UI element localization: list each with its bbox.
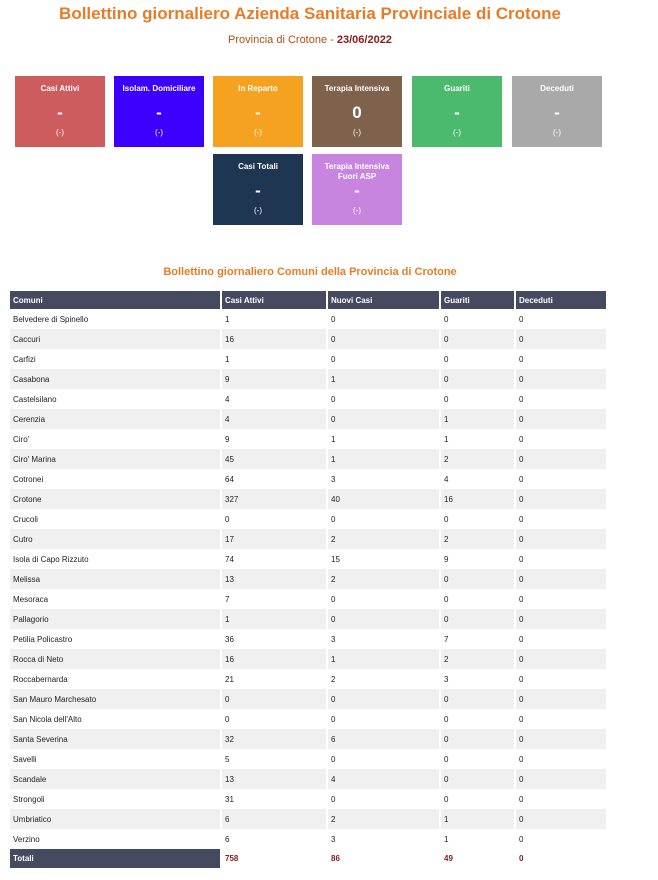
cell-casi-attivi: 6 — [221, 829, 327, 849]
cell-deceduti: 0 — [515, 589, 607, 609]
summary-card — [412, 76, 502, 147]
cell-comune: Ciro' Marina — [10, 449, 221, 469]
cell-nuovi-casi: 0 — [327, 329, 440, 349]
table-row — [10, 809, 607, 829]
card-title: Terapia Intensiva Fuori ASP — [324, 162, 390, 181]
card-value: - — [255, 103, 261, 122]
cell-casi-attivi: 13 — [221, 769, 327, 789]
cell-nuovi-casi: 0 — [327, 749, 440, 769]
cell-deceduti: 0 — [515, 469, 607, 489]
totals-label: Totali — [10, 849, 221, 868]
cell-guariti: 0 — [440, 769, 515, 789]
cell-nuovi-casi: 1 — [327, 369, 440, 389]
cell-comune: Roccabernarda — [10, 669, 221, 689]
cell-guariti: 1 — [440, 829, 515, 849]
cell-guariti: 0 — [440, 349, 515, 369]
summary-card — [213, 76, 303, 147]
card-delta: (-) — [254, 206, 262, 215]
cell-guariti: 0 — [440, 729, 515, 749]
cell-comune: Cerenzia — [10, 409, 221, 429]
cell-comune: Strongoli — [10, 789, 221, 809]
cell-casi-attivi: 45 — [221, 449, 327, 469]
table-row — [10, 469, 607, 489]
card-title: Terapia Intensiva — [324, 84, 390, 93]
cell-guariti: 7 — [440, 629, 515, 649]
bulletin-date: 23/06/2022 — [336, 34, 392, 46]
cell-comune: Verzino — [10, 829, 221, 849]
cell-nuovi-casi: 40 — [327, 489, 440, 509]
cell-comune: Savelli — [10, 749, 221, 769]
cell-casi-attivi: 16 — [221, 649, 327, 669]
page-title: Bollettino giornaliero Azienda Sanitaria Provinciale di Crotone — [59, 4, 561, 23]
table-row — [10, 649, 607, 669]
cell-casi-attivi: 13 — [221, 569, 327, 589]
cell-deceduti: 0 — [515, 609, 607, 629]
cell-nuovi-casi: 4 — [327, 769, 440, 789]
summary-card — [512, 76, 602, 147]
cell-nuovi-casi: 1 — [327, 429, 440, 449]
card-delta: (-) — [155, 128, 163, 137]
cell-comune: Pallagorio — [10, 609, 221, 629]
cell-deceduti: 0 — [515, 569, 607, 589]
cell-casi-attivi: 0 — [221, 709, 327, 729]
cell-comune: Casabona — [10, 369, 221, 389]
cell-casi-attivi: 16 — [221, 329, 327, 349]
cell-nuovi-casi: 0 — [327, 509, 440, 529]
card-title: Isolam. Domiciliare — [122, 84, 196, 93]
table-row — [10, 829, 607, 849]
cell-deceduti: 0 — [515, 369, 607, 389]
cell-nuovi-casi: 6 — [327, 729, 440, 749]
cell-guariti: 0 — [440, 369, 515, 389]
cell-comune: Castelsilano — [10, 389, 221, 409]
cell-casi-attivi: 32 — [221, 729, 327, 749]
cell-comune: Ciro' — [10, 429, 221, 449]
summary-card — [15, 76, 105, 147]
summary-card — [312, 154, 402, 225]
cell-comune: Cutro — [10, 529, 221, 549]
cell-casi-attivi: 327 — [221, 489, 327, 509]
cell-nuovi-casi: 1 — [327, 449, 440, 469]
cell-guariti: 0 — [440, 389, 515, 409]
cell-deceduti: 0 — [515, 789, 607, 809]
card-value: - — [156, 103, 162, 122]
cell-guariti: 2 — [440, 529, 515, 549]
card-delta: (-) — [453, 128, 461, 137]
table-row — [10, 509, 607, 529]
cell-deceduti: 0 — [515, 489, 607, 509]
summary-card — [213, 154, 303, 225]
card-value: - — [57, 103, 63, 122]
cell-deceduti: 0 — [515, 829, 607, 849]
table-row — [10, 349, 607, 369]
cell-casi-attivi: 74 — [221, 549, 327, 569]
cell-guariti: 0 — [440, 609, 515, 629]
page-subtitle — [0, 34, 620, 46]
cell-comune: Crotone — [10, 489, 221, 509]
table-row — [10, 609, 607, 629]
cell-casi-attivi: 1 — [221, 309, 327, 329]
comuni-table — [10, 291, 608, 868]
cell-deceduti: 0 — [515, 509, 607, 529]
cell-nuovi-casi: 0 — [327, 349, 440, 369]
cell-comune: Mesoraca — [10, 589, 221, 609]
cell-nuovi-casi: 0 — [327, 789, 440, 809]
cell-casi-attivi: 7 — [221, 589, 327, 609]
cell-comune: Santa Severina — [10, 729, 221, 749]
cell-comune: Carfizi — [10, 349, 221, 369]
cell-deceduti: 0 — [515, 749, 607, 769]
cell-comune: Umbriatico — [10, 809, 221, 829]
cell-deceduti: 0 — [515, 449, 607, 469]
cell-casi-attivi: 4 — [221, 409, 327, 429]
table-row — [10, 749, 607, 769]
cell-guariti: 3 — [440, 669, 515, 689]
cell-guariti: 0 — [440, 329, 515, 349]
summary-card — [312, 76, 402, 147]
cell-deceduti: 0 — [515, 629, 607, 649]
table-row — [10, 729, 607, 749]
cell-casi-attivi: 9 — [221, 429, 327, 449]
cell-nuovi-casi: 0 — [327, 589, 440, 609]
table-row — [10, 569, 607, 589]
card-title: Guariti — [444, 84, 470, 93]
card-title: In Reparto — [238, 84, 278, 93]
cell-guariti: 1 — [440, 429, 515, 449]
cell-nuovi-casi: 0 — [327, 409, 440, 429]
col-header-casi-attivi: Casi Attivi — [221, 291, 327, 309]
cell-guariti: 1 — [440, 409, 515, 429]
cell-deceduti: 0 — [515, 429, 607, 449]
card-value: - — [454, 103, 460, 122]
table-row — [10, 689, 607, 709]
cell-casi-attivi: 21 — [221, 669, 327, 689]
cell-comune: San Mauro Marchesato — [10, 689, 221, 709]
table-row — [10, 329, 607, 349]
cell-guariti: 9 — [440, 549, 515, 569]
cell-comune: San Nicola dell'Alto — [10, 709, 221, 729]
cell-guariti: 0 — [440, 309, 515, 329]
cell-deceduti: 0 — [515, 729, 607, 749]
cell-comune: Petilia Policastro — [10, 629, 221, 649]
cell-deceduti: 0 — [515, 329, 607, 349]
cell-nuovi-casi: 3 — [327, 629, 440, 649]
cell-guariti: 2 — [440, 649, 515, 669]
cell-nuovi-casi: 0 — [327, 389, 440, 409]
cell-nuovi-casi: 3 — [327, 829, 440, 849]
cell-comune: Caccuri — [10, 329, 221, 349]
cell-nuovi-casi: 0 — [327, 609, 440, 629]
table-row — [10, 429, 607, 449]
card-title: Casi Totali — [238, 162, 278, 171]
cell-comune: Scandale — [10, 769, 221, 789]
cell-guariti: 1 — [440, 809, 515, 829]
card-value: - — [255, 181, 261, 200]
cell-nuovi-casi: 2 — [327, 569, 440, 589]
cell-casi-attivi: 6 — [221, 809, 327, 829]
cell-guariti: 0 — [440, 749, 515, 769]
card-title: Casi Attivi — [40, 84, 80, 93]
section-title: Bollettino giornaliero Comuni della Provincia di Crotone — [163, 266, 457, 278]
cell-guariti: 16 — [440, 489, 515, 509]
card-delta: (-) — [56, 128, 64, 137]
cell-nuovi-casi: 0 — [327, 309, 440, 329]
table-row — [10, 629, 607, 649]
cell-casi-attivi: 31 — [221, 789, 327, 809]
cell-casi-attivi: 0 — [221, 689, 327, 709]
cell-casi-attivi: 17 — [221, 529, 327, 549]
cell-deceduti: 0 — [515, 809, 607, 829]
cell-casi-attivi: 5 — [221, 749, 327, 769]
cell-comune: Cotronei — [10, 469, 221, 489]
col-header-guariti: Guariti — [440, 291, 515, 309]
cell-comune: Crucoli — [10, 509, 221, 529]
cell-casi-attivi: 1 — [221, 349, 327, 369]
cell-casi-attivi: 4 — [221, 389, 327, 409]
cell-nuovi-casi: 0 — [327, 689, 440, 709]
table-row — [10, 669, 607, 689]
cell-deceduti: 0 — [515, 689, 607, 709]
cell-nuovi-casi: 2 — [327, 669, 440, 689]
card-delta: (-) — [353, 206, 361, 215]
table-row — [10, 789, 607, 809]
cell-comune: Isola di Capo Rizzuto — [10, 549, 221, 569]
table-row — [10, 389, 607, 409]
cell-deceduti: 0 — [515, 549, 607, 569]
col-header-comuni: Comuni — [10, 291, 221, 309]
summary-card — [114, 76, 204, 147]
cell-nuovi-casi: 2 — [327, 809, 440, 829]
cell-comune: Melissa — [10, 569, 221, 589]
total-nuovi-casi: 86 — [327, 849, 440, 868]
cell-deceduti: 0 — [515, 769, 607, 789]
table-row — [10, 449, 607, 469]
table-row — [10, 409, 607, 429]
card-delta: (-) — [553, 128, 561, 137]
table-row — [10, 549, 607, 569]
cell-casi-attivi: 64 — [221, 469, 327, 489]
table-header-row — [10, 291, 607, 309]
cell-casi-attivi: 36 — [221, 629, 327, 649]
table-row — [10, 709, 607, 729]
table-row — [10, 529, 607, 549]
table-row — [10, 589, 607, 609]
card-delta: (-) — [353, 128, 361, 137]
col-header-deceduti: Deceduti — [515, 291, 607, 309]
cell-deceduti: 0 — [515, 409, 607, 429]
cell-guariti: 2 — [440, 449, 515, 469]
cell-nuovi-casi: 15 — [327, 549, 440, 569]
province-label: Provincia di Crotone - — [228, 34, 337, 46]
cell-deceduti: 0 — [515, 649, 607, 669]
cell-casi-attivi: 0 — [221, 509, 327, 529]
cell-guariti: 0 — [440, 789, 515, 809]
table-row — [10, 769, 607, 789]
cell-nuovi-casi: 3 — [327, 469, 440, 489]
card-title: Deceduti — [540, 84, 574, 93]
table-row — [10, 309, 607, 329]
cell-deceduti: 0 — [515, 709, 607, 729]
total-casi-attivi: 758 — [221, 849, 327, 868]
cell-comune: Belvedere di Spinello — [10, 309, 221, 329]
table-row — [10, 489, 607, 509]
total-deceduti: 0 — [515, 849, 607, 868]
cell-guariti: 0 — [440, 589, 515, 609]
cell-casi-attivi: 1 — [221, 609, 327, 629]
cell-guariti: 0 — [440, 569, 515, 589]
totals-row — [10, 849, 607, 868]
cell-nuovi-casi: 1 — [327, 649, 440, 669]
cell-deceduti: 0 — [515, 389, 607, 409]
cell-casi-attivi: 9 — [221, 369, 327, 389]
cell-guariti: 4 — [440, 469, 515, 489]
cell-guariti: 0 — [440, 509, 515, 529]
card-value: 0 — [352, 103, 362, 122]
cell-deceduti: 0 — [515, 669, 607, 689]
cell-guariti: 0 — [440, 689, 515, 709]
card-value: - — [554, 103, 560, 122]
cell-comune: Rocca di Neto — [10, 649, 221, 669]
card-delta: (-) — [254, 128, 262, 137]
card-value: - — [354, 181, 360, 200]
cell-deceduti: 0 — [515, 529, 607, 549]
cell-deceduti: 0 — [515, 349, 607, 369]
cell-guariti: 0 — [440, 709, 515, 729]
col-header-nuovi-casi: Nuovi Casi — [327, 291, 440, 309]
cell-nuovi-casi: 0 — [327, 709, 440, 729]
total-guariti: 49 — [440, 849, 515, 868]
cell-deceduti: 0 — [515, 309, 607, 329]
table-row — [10, 369, 607, 389]
cell-nuovi-casi: 2 — [327, 529, 440, 549]
